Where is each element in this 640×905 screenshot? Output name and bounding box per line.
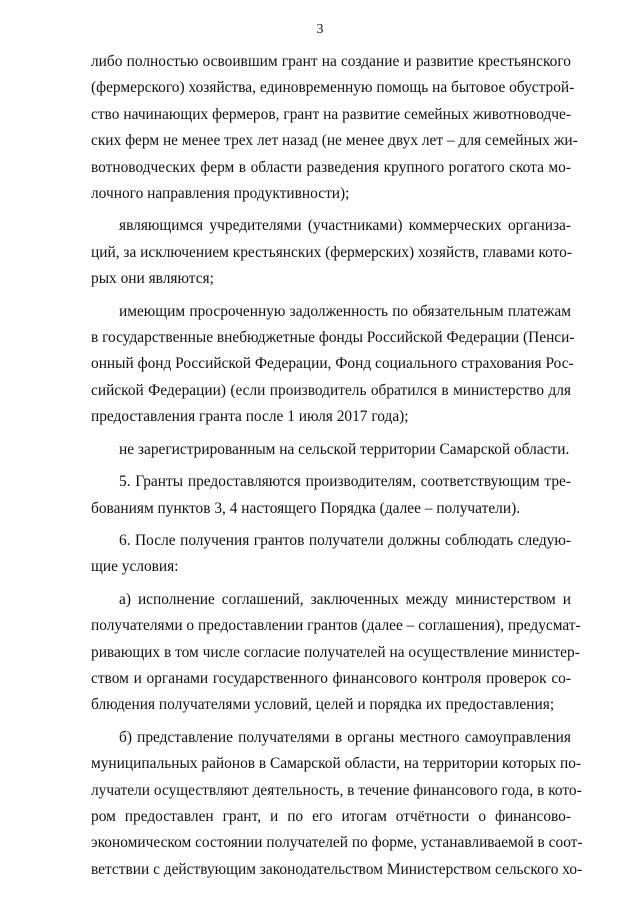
text-line: лучатели осуществляют деятельность, в течение финансового года, в кото- [91,781,582,799]
text-line: ветствии с действующим законодательством Министерством сельского хо- [91,860,583,878]
text-line: 6. После получения грантов получатели должны соблюдать следую- [119,531,571,549]
paragraph [91,725,583,883]
text-line: 5. Гранты предоставляются производителям, соответствующим тре- [119,473,571,491]
text-line: рых они являются; [91,270,214,288]
text-line: а) исполнение соглашений, заключенных между министерством и [119,590,571,608]
text-line: щие условия: [91,558,179,576]
text-line: ром предоставлен грант, и по его итогам отчётности о финансово- [91,807,571,825]
text-line: ство начинающих фермеров, грант на развитие семейных животноводче- [91,105,571,123]
text-line: ций, за исключением крестьянских (фермерских) хозяйств, главами кото- [91,243,573,261]
paragraph [91,49,578,207]
text-line: муниципальных районов в Самарской области, на территории которых по- [91,755,582,773]
text-line: имеющим просроченную задолженность по обязательным платежам [119,302,571,320]
text-line: ривающих в том числе согласие получателей на осуществление министер- [91,643,580,661]
text-line: в государственные внебюджетные фонды Российской Федерации (Пенси- [91,329,575,347]
page-number: 3 [316,22,324,37]
paragraph [91,299,575,431]
paragraph [91,213,571,292]
text-line: являющимся учредителями (участниками) коммерческих организа- [119,217,571,235]
paragraph [91,469,571,522]
text-line: либо полностью освоившим грант на создание и развитие крестьянского [91,53,571,70]
text-line: (фермерского) хозяйства, единовременную помощь на бытовое обустрой- [91,79,575,97]
text-line: не зарегистрированным на сельской территории Самарской области. [119,440,570,458]
paragraph [91,528,571,581]
text-line: экономическом состоянии получателей по форме, устанавливаемой в соот- [91,834,583,852]
text-line: предоставления гранта после 1 июля 2017 года); [91,408,409,426]
document-body [91,49,583,889]
text-line: ских ферм не менее трех лет назад (не менее двух лет – для семейных жи- [91,132,578,150]
text-line: сийской Федерации) (если производитель обратился в министерство для [91,381,571,399]
paragraph [91,437,571,463]
text-line: блюдения получателями условий, целей и порядка их предоставления; [91,696,555,714]
paragraph [91,587,581,719]
text-line: б) представление получателями в органы местного самоуправления [119,728,571,746]
text-line: вотноводческих ферм в области разведения крупного рогатого скота мо- [91,158,571,176]
text-line: получателями о предоставлении грантов (далее – соглашения), предусмат- [91,617,581,635]
text-line: лочного направления продуктивности); [91,185,350,203]
text-line: онный фонд Российской Федерации, Фонд социального страхования Рос- [91,355,574,373]
text-line: бованиям пунктов 3, 4 настоящего Порядка (далее – получатели). [91,499,521,517]
text-line: ством и органами государственного финансового контроля проверок со- [91,669,571,687]
